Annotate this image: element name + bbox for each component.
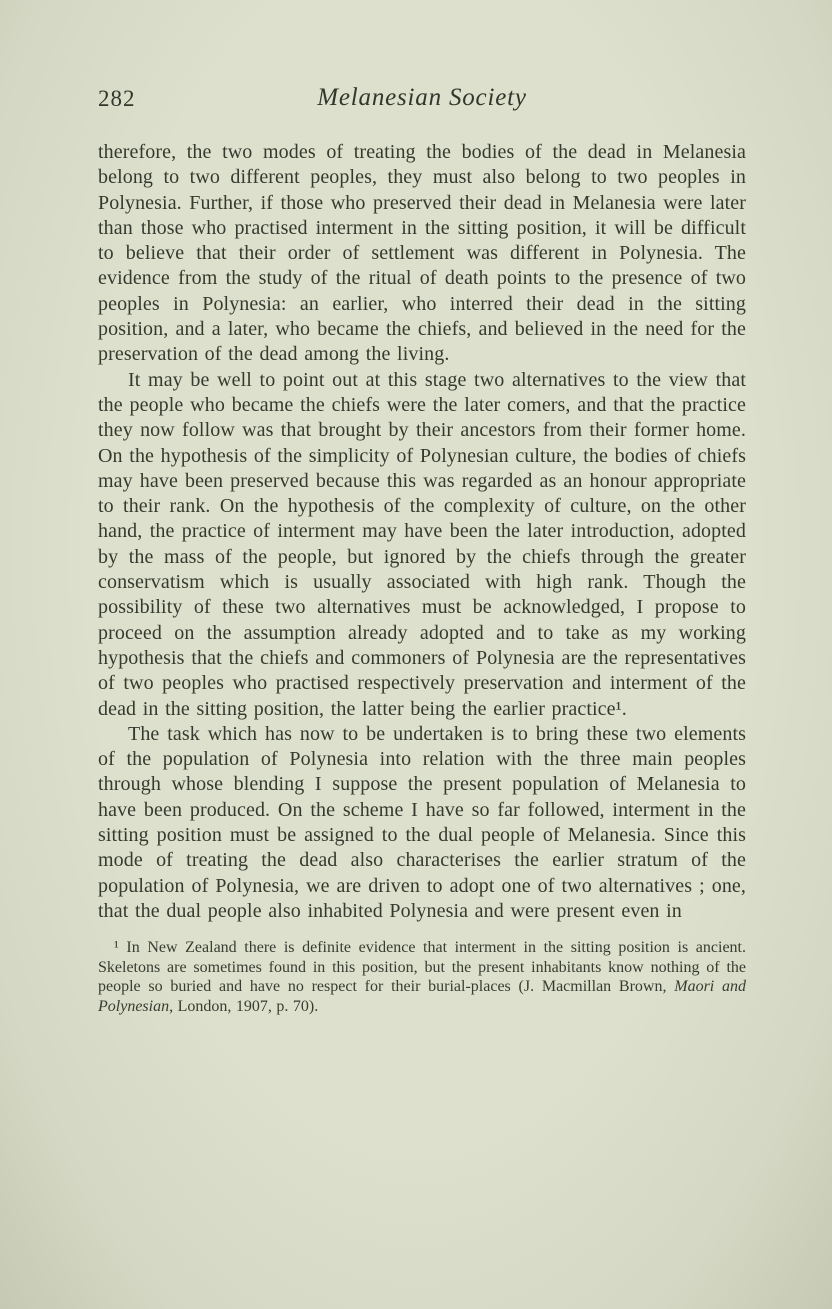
page-header — [98, 84, 746, 118]
paragraph: It may be well to point out at this stage two alternatives to the view that the people who became the chiefs were the later comers, and that the practice they now follow was that brought by their ancestors from their former home. On the hypothesis of the simplicity of Polynesian culture, the bodies of chiefs may have been preserved because this was regarded as an honour appropriate to their rank. On the hypothesis of the complexity of culture, on the other hand, the practice of interment may have been the later introduction, adopted by the mass of the people, but ignored by the chiefs through the greater conservatism which is usually associated with high rank. Though the possibility of these two alternatives must be acknowledged, I propose to proceed on the assumption already adopted and to take as my working hypothesis that the chiefs and commoners of Polynesia are the representatives of two peoples who practised respectively preservation and interment of the dead in the sitting position, the latter being the earlier practice¹. — [98, 368, 746, 720]
footnote-text: ¹ In New Zealand there is definite evidence that interment in the sitting position is ancient. Skeletons are sometimes found in this position, but the present inhabitants know nothing of the people so buried and have no respect for their burial-places (J. Macmillan Brown, — [98, 939, 746, 996]
paragraph: therefore, the two modes of treating the bodies of the dead in Melanesia belong to two different peoples, they must also belong to two peoples in Polynesia. Further, if those who preserved their dead in Melanesia were later than those who practised interment in the sitting position, it will be difficult to believe that their order of settlement was different in Polynesia. The evidence from the study of the ritual of death points to the presence of two peoples in Polynesia: an earlier, who interred their dead in the sitting position, and a later, who became the chiefs, and believed in the need for the preservation of the dead among the living. — [98, 141, 746, 366]
page-number: 282 — [98, 86, 136, 111]
running-title: Melanesian Society — [317, 84, 527, 111]
body-text — [98, 140, 746, 924]
footnote-text: , London, 1907, p. 70). — [169, 997, 319, 1015]
footnote — [98, 938, 746, 1016]
paragraph: The task which has now to be undertaken is to bring these two elements of the population of Polynesia into relation with the three main peoples through whose blending I suppose the present population of Melanesia to have been produced. On the scheme I have so far followed, interment in the sitting position must be assigned to the dual people of Melanesia. Since this mode of treating the dead also characterises the earlier stratum of the population of Polynesia, we are driven to adopt one of two alternatives ; one, that the dual people also inhabited Polynesia and were present even in — [98, 722, 746, 922]
footnote-book-title: Maori and Polynesian — [98, 978, 746, 1015]
text-block — [98, 84, 746, 1017]
